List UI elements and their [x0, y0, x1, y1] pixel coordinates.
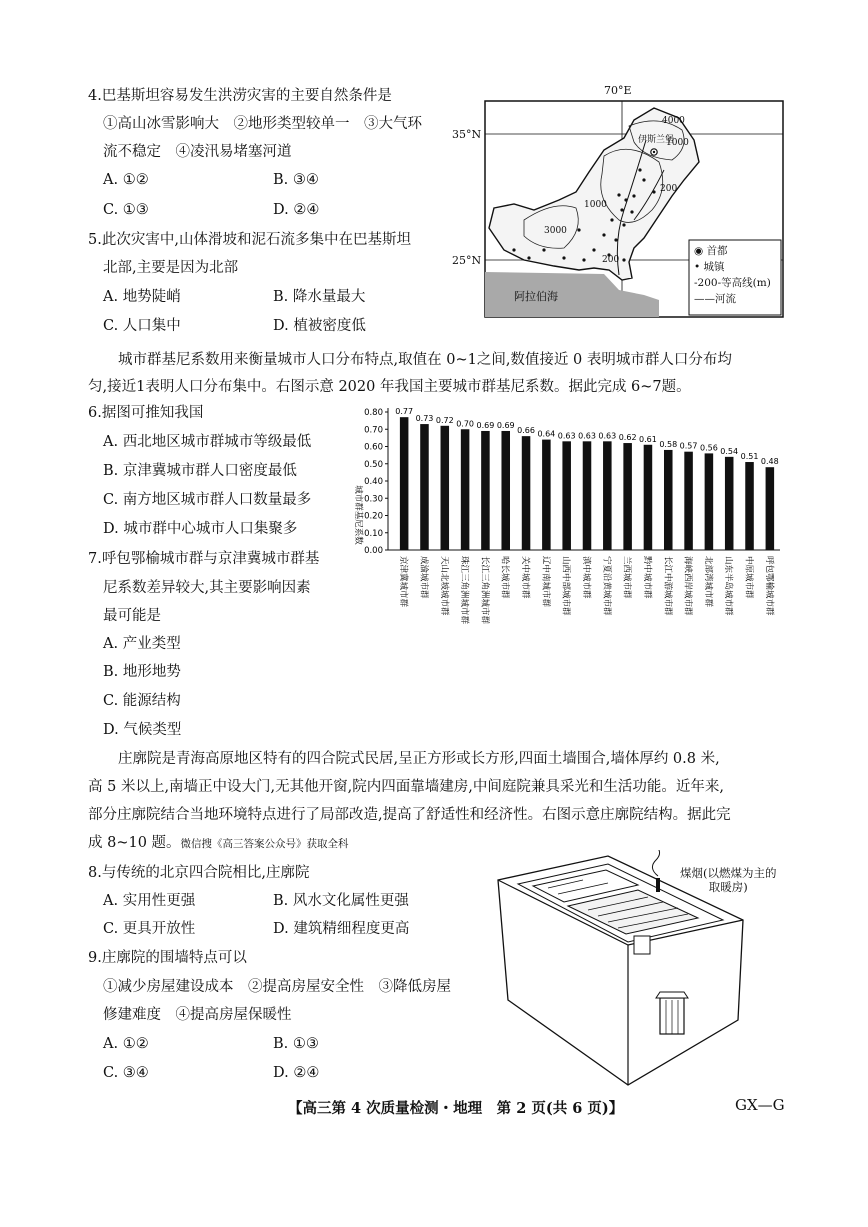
category-label: 呼包鄂榆城市群	[763, 556, 774, 616]
category-label: 北部湾城市群	[702, 556, 713, 608]
intro-line: 高 5 米以上,南墙正中设大门,无其他开窗,院内四面靠墙建房,中间庭院兼具采光和生活功能。近年来,	[88, 779, 724, 795]
q9-choice-c: C. ③④	[103, 1065, 149, 1081]
intro-line: 城市群基尼系数用来衡量城市人口分布特点,取值在 0~1之间,数值接近 0 表明城市群人口分布均	[118, 352, 732, 368]
bar-value-label: 0.63	[557, 431, 576, 441]
bar	[542, 440, 551, 550]
q5-choice-b: B. 降水量最大	[273, 289, 366, 305]
bar	[583, 441, 592, 550]
map-labels	[484, 100, 784, 318]
q9-choice-d: D. ②④	[273, 1065, 320, 1081]
bar	[501, 431, 510, 550]
pakistan-map	[452, 84, 784, 318]
bar-value-label: 0.73	[415, 414, 434, 424]
sea-label: 阿拉伯海	[514, 290, 558, 303]
bar	[562, 441, 571, 550]
q7-stem: 7.呼包鄂榆城市群与京津冀城市群基	[88, 551, 320, 567]
category-label: 成渝城市群	[418, 556, 429, 599]
contour-label: 1000	[584, 200, 607, 210]
category-label: 天山北坡城市群	[438, 556, 449, 616]
bar	[400, 417, 409, 550]
category-label: 兰西城市群	[621, 556, 632, 599]
q7-choice-a: A. 产业类型	[103, 636, 181, 652]
bar	[745, 462, 754, 550]
legend-contour: -200-等高线(m)	[694, 277, 771, 289]
q5-choice-c: C. 人口集中	[103, 318, 181, 334]
q9-stem: 9.庄廓院的围墙特点可以	[88, 950, 247, 966]
chart-y-axis-label: 城市群基尼系数	[353, 485, 363, 545]
gini-bar-chart	[340, 400, 790, 640]
intro-line: 匀,接近1表明人口分布集中。右图示意 2020 年我国主要城市群基尼系数。据此完成 6~7题。	[88, 379, 691, 395]
bar	[623, 443, 632, 550]
category-label: 中原城市群	[743, 556, 754, 599]
q8-choice-a: A. 实用性更强	[103, 893, 196, 909]
q8-choice-b: B. 风水文化属性更强	[273, 893, 409, 909]
map-city-label: 伊斯兰堡	[638, 135, 675, 145]
category-label: 长江三角洲城市群	[479, 556, 490, 625]
bar	[603, 441, 612, 550]
capital-icon: ◉	[694, 245, 704, 257]
y-tick-label: 0.50	[364, 459, 383, 470]
bar	[441, 426, 450, 550]
contour-label: 4000	[662, 116, 685, 126]
q8-stem: 8.与传统的北京四合院相比,庄廓院	[88, 865, 310, 881]
y-tick-label: 0.40	[364, 477, 383, 487]
bar-value-label: 0.51	[740, 452, 759, 462]
q7-choice-c: C. 能源结构	[103, 693, 181, 709]
bar-value-label: 0.63	[578, 431, 596, 441]
town-icon: •	[694, 261, 701, 273]
q6-choice-a: A. 西北地区城市群城市等级最低	[103, 434, 312, 450]
page-footer: 【高三第 4 次质量检测・地理 第 2 页(共 6 页)】	[288, 1100, 624, 1117]
q5-stem: 5.此次灾害中,山体滑坡和泥石流多集中在巴基斯坦	[88, 232, 411, 248]
bar-value-label: 0.56	[699, 443, 718, 453]
bar-value-label: 0.48	[760, 457, 779, 467]
q4-options-line: 流不稳定 ④凌汛易堵塞河道	[103, 144, 292, 160]
q9-choice-a: A. ①②	[103, 1036, 149, 1052]
q4-stem: 4.巴基斯坦容易发生洪涝灾害的主要自然条件是	[88, 88, 392, 104]
legend-town: • 城镇	[694, 261, 725, 273]
bar-value-label: 0.77	[395, 407, 414, 417]
bar-value-label: 0.69	[496, 420, 515, 430]
intro-line: 部分庄廓院结合当地环境特点进行了局部改造,提高了舒适性和经济性。右图示意庄廓院结构。据此完	[88, 807, 731, 823]
q7-choice-d: D. 气候类型	[103, 722, 182, 738]
bar-value-label: 0.70	[456, 419, 475, 429]
bar	[644, 445, 653, 550]
contour-label: 3000	[544, 226, 567, 236]
map-lat35-label: 35°N	[452, 128, 482, 141]
bar-value-label: 0.58	[659, 439, 678, 449]
q5-choice-a: A. 地势陡峭	[103, 289, 181, 305]
q6-choice-d: D. 城市群中心城市人口集聚多	[103, 521, 298, 537]
contour-label: 1000	[666, 138, 689, 148]
river-line-icon: ——	[694, 293, 715, 305]
paper-code: GX—G	[735, 1096, 785, 1114]
category-label: 长江中游城市群	[662, 556, 673, 616]
map-lat25-label: 25°N	[452, 254, 482, 267]
q5-choice-d: D. 植被密度低	[273, 318, 366, 334]
q4-choice-b: B. ③④	[273, 172, 319, 188]
category-label: 宁夏沿黄城市群	[601, 556, 612, 616]
bar	[461, 429, 470, 550]
bar	[664, 450, 673, 550]
bar-value-label: 0.63	[598, 431, 617, 441]
q5-stem-cont: 北部,主要是因为北部	[103, 260, 239, 276]
category-label: 滇中城市群	[581, 556, 591, 599]
legend-river: ——河流	[694, 293, 736, 305]
bar	[766, 467, 775, 550]
bar-value-label: 0.66	[517, 426, 535, 436]
bar	[481, 431, 490, 550]
y-tick-label: 0.00	[364, 546, 383, 556]
bar	[684, 452, 693, 550]
y-tick-label: 0.30	[364, 494, 383, 505]
q6-stem: 6.据图可推知我国	[88, 405, 204, 421]
q7-choice-b: B. 地形地势	[103, 664, 181, 680]
bar-value-label: 0.54	[720, 446, 739, 456]
contour-label: 200	[602, 255, 620, 265]
q7-stem-cont: 最可能是	[103, 608, 161, 624]
intro-line: 成 8~10 题。微信搜《高三答案公众号》获取全科	[88, 835, 349, 851]
contour-label: 200	[660, 184, 678, 194]
category-label: 京津冀城市群	[398, 556, 409, 608]
q9-choice-b: B. ①③	[273, 1036, 319, 1052]
watermark-note: 微信搜《高三答案公众号》获取全科	[180, 838, 349, 850]
legend-capital: ◉ 首都	[694, 245, 728, 257]
bar	[522, 436, 531, 550]
q9-options-line: 修建难度 ④提高房屋保暖性	[103, 1007, 292, 1023]
q7-stem-cont: 尼系数差异较大,其主要影响因素	[103, 580, 311, 596]
q4-choice-d: D. ②④	[273, 202, 320, 218]
q4-choice-c: C. ①③	[103, 202, 149, 218]
bar-value-label: 0.57	[679, 441, 698, 451]
category-label: 山西中部城市群	[560, 556, 571, 616]
map-legend	[694, 243, 771, 307]
bar	[420, 424, 429, 550]
intro-line: 庄廓院是青海高原地区特有的四合院式民居,呈正方形或长方形,四面土墙围合,墙体厚约 0.8 米,	[118, 751, 720, 767]
q6-choice-c: C. 南方地区城市群人口数量最多	[103, 492, 312, 508]
y-tick-label: 0.10	[364, 528, 383, 539]
bar-value-label: 0.69	[476, 420, 495, 430]
q8-choice-c: C. 更具开放性	[103, 921, 196, 937]
category-label: 山东半岛城市群	[723, 556, 734, 616]
y-tick-label: 0.60	[364, 442, 383, 453]
q9-options-line: ①减少房屋建设成本 ②提高房屋安全性 ③降低房屋	[103, 979, 451, 995]
bar-value-label: 0.64	[537, 429, 556, 439]
category-label: 海峡西岸城市群	[682, 556, 693, 616]
y-tick-label: 0.80	[364, 408, 383, 418]
category-label: 关中城市群	[520, 556, 531, 599]
category-label: 黔中城市群	[641, 556, 652, 599]
y-tick-label: 0.70	[364, 425, 383, 436]
category-label: 辽中南城市群	[540, 556, 551, 608]
smoke-caption: 煤烟(以燃煤为主的 取暖房)	[680, 866, 777, 894]
y-tick-label: 0.20	[364, 511, 383, 522]
bar-value-label: 0.62	[618, 433, 637, 443]
q4-choice-a: A. ①②	[103, 172, 149, 188]
bar	[725, 457, 734, 550]
category-label: 哈长城市群	[499, 556, 510, 599]
bar-value-label: 0.72	[435, 415, 454, 425]
map-longitude-label: 70°E	[604, 84, 632, 97]
category-label: 珠江三角洲城市群	[459, 556, 470, 625]
q4-options-line: ①高山冰雪影响大 ②地形类型较单一 ③大气环	[103, 116, 422, 132]
bar	[705, 453, 714, 550]
bar-value-label: 0.61	[639, 434, 657, 444]
q6-choice-b: B. 京津冀城市群人口密度最低	[103, 463, 297, 479]
q8-choice-d: D. 建筑精细程度更高	[273, 921, 410, 937]
